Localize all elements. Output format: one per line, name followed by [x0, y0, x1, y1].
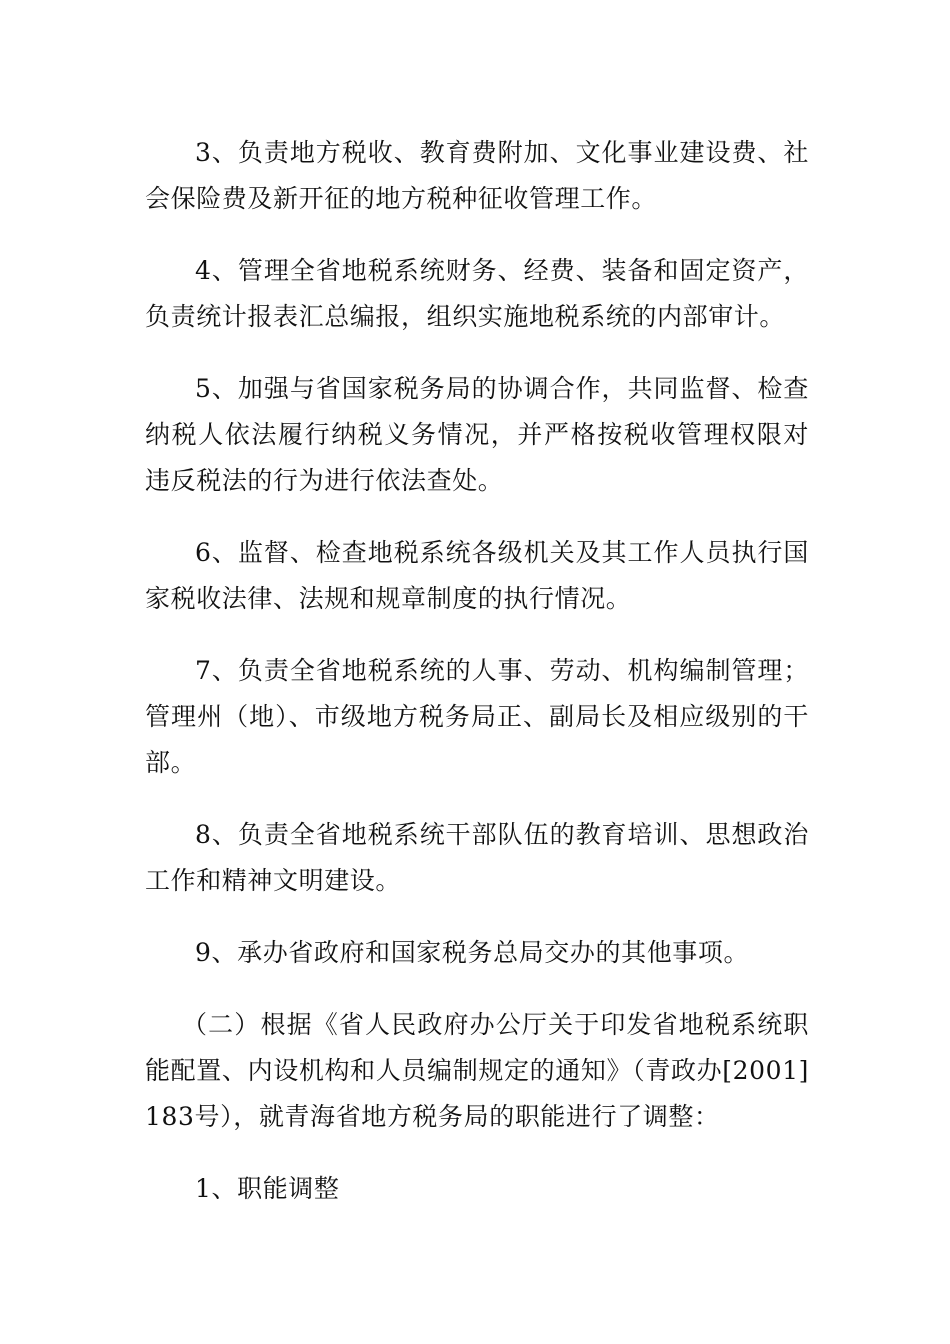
- paragraph-item-4: 4、管理全省地税系统财务、经费、装备和固定资产，负责统计报表汇总编报，组织实施地税系统的内部审计。: [145, 256, 809, 331]
- paragraph-item-9: 9、承办省政府和国家税务总局交办的其他事项。: [195, 938, 750, 967]
- paragraph-section-2: （二）根据《省人民政府办公厅关于印发省地税系统职能配置、内设机构和人员编制规定的通知》（青政办[2001]183号），就青海省地方税务局的职能进行了调整：: [145, 1010, 809, 1131]
- paragraph-subheading-1: 1、职能调整: [195, 1174, 340, 1203]
- paragraph-item-7: 7、负责全省地税系统的人事、劳动、机构编制管理；管理州（地）、市级地方税务局正、副局长及相应级别的干部。: [145, 656, 809, 777]
- paragraph-item-8: 8、负责全省地税系统干部队伍的教育培训、思想政治工作和精神文明建设。: [145, 820, 809, 895]
- document-body: [145, 130, 809, 1238]
- paragraph-item-6: 6、监督、检查地税系统各级机关及其工作人员执行国家税收法律、法规和规章制度的执行情况。: [145, 538, 809, 613]
- paragraph-item-3: 3、负责地方税收、教育费附加、文化事业建设费、社会保险费及新开征的地方税种征收管理工作。: [145, 138, 809, 213]
- paragraph-item-5: 5、加强与省国家税务局的协调合作，共同监督、检查纳税人依法履行纳税义务情况，并严格按税收管理权限对违反税法的行为进行依法查处。: [145, 374, 809, 495]
